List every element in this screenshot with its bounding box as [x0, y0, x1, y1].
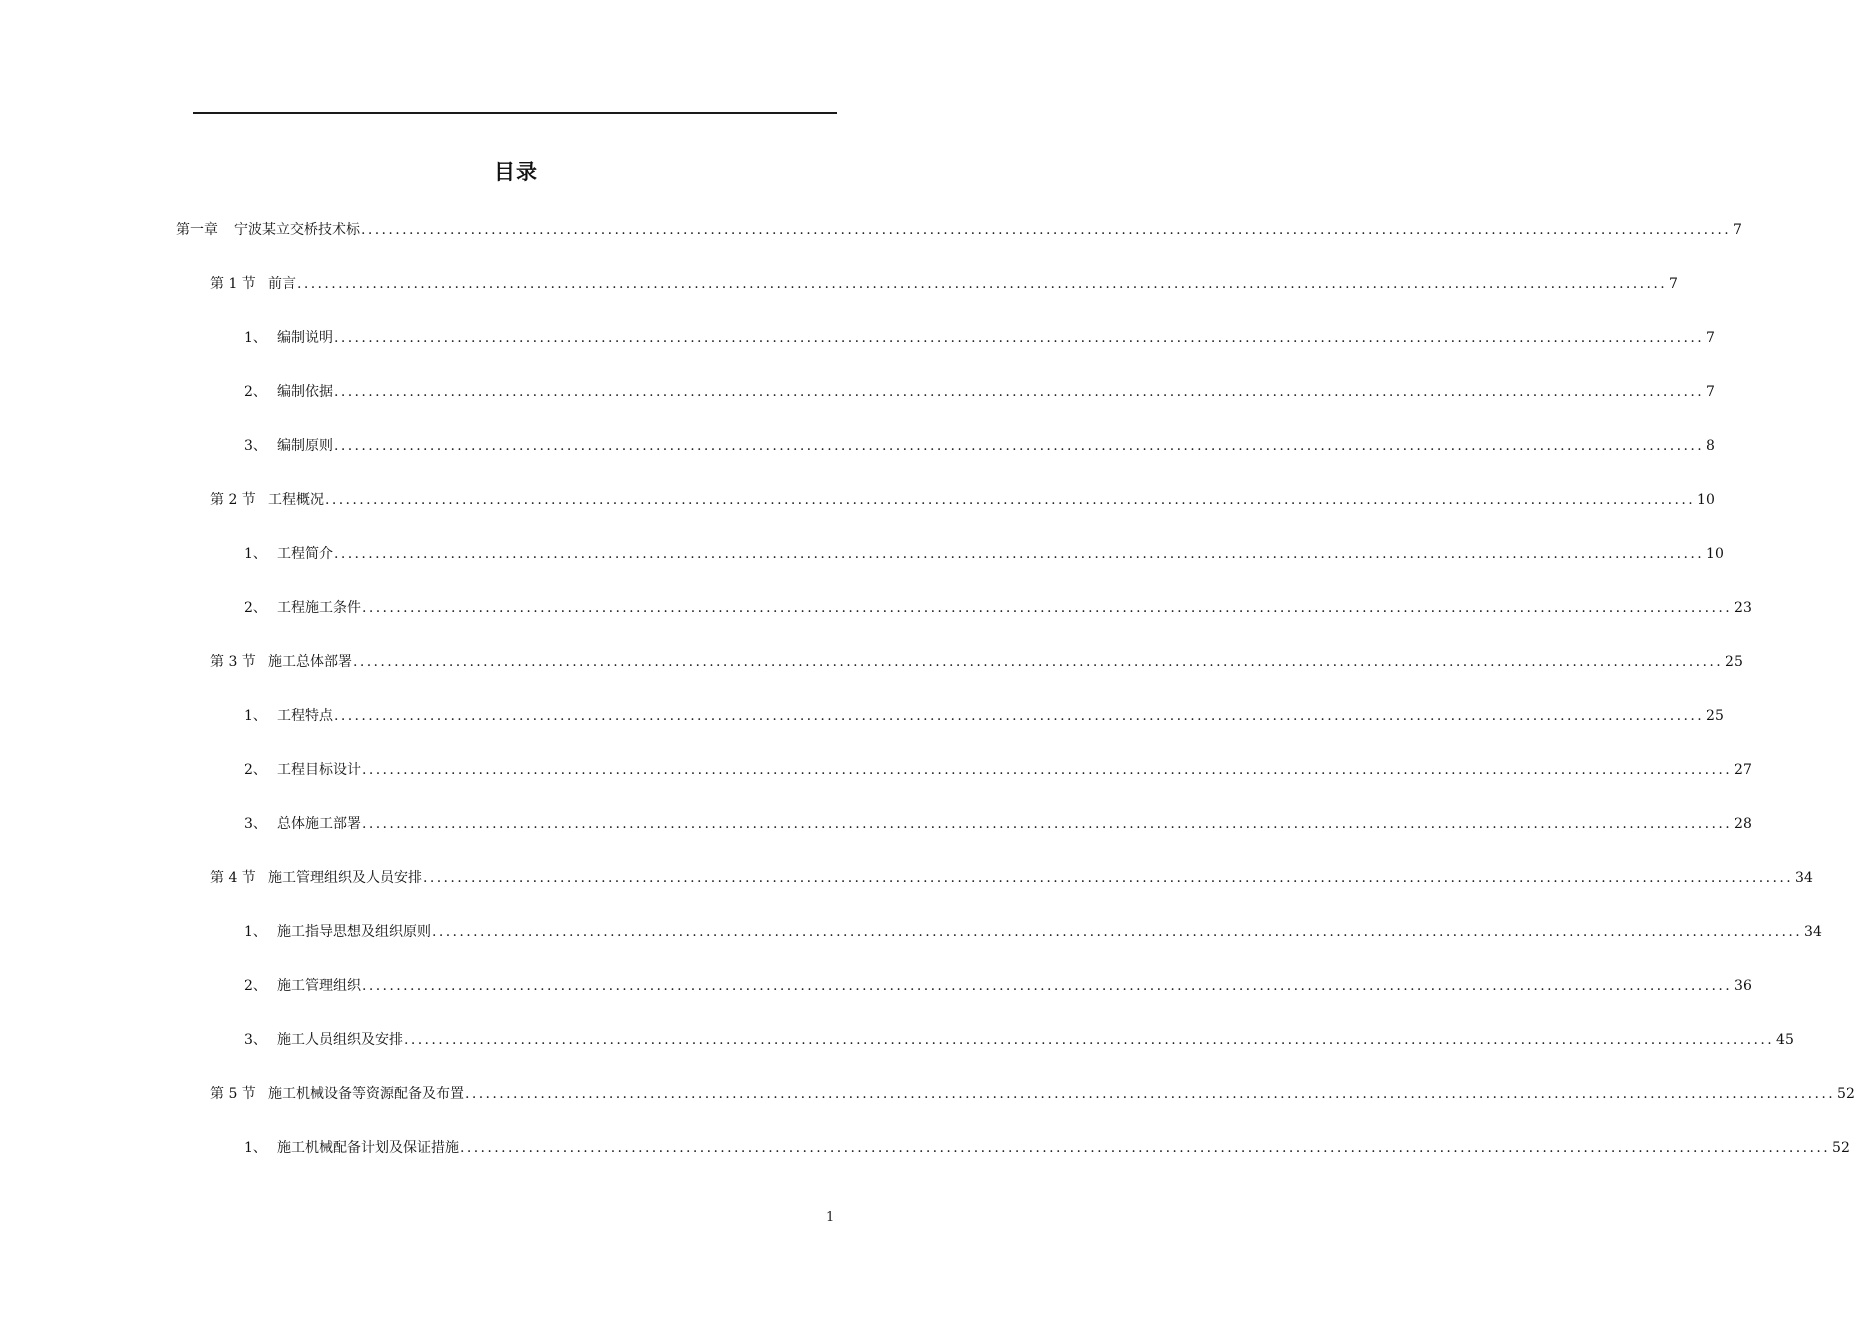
- dot-leader: ........................................................................................................................................................................................................: [353, 654, 1724, 670]
- toc-entry[interactable]: [244, 1030, 1794, 1050]
- toc-entry-number: 1、: [244, 1140, 267, 1156]
- toc-entry-page: 34: [1804, 924, 1822, 940]
- toc-entry-label: 施工人员组织及安排: [277, 1032, 403, 1048]
- toc-entry-label: 宁波某立交桥技术标: [234, 222, 360, 238]
- toc-entry-page: 7: [1733, 222, 1742, 238]
- toc-entry-label: 工程概况: [268, 492, 324, 508]
- toc-entry-label: 工程施工条件: [277, 600, 361, 616]
- toc-entry-number: 第 5 节: [210, 1086, 256, 1102]
- toc-entry[interactable]: [244, 328, 1715, 348]
- toc-entry-number: 3、: [244, 438, 267, 454]
- dot-leader: ........................................................................................................................................................................................................: [362, 816, 1733, 832]
- toc-entry-label: 施工总体部署: [268, 654, 352, 670]
- toc-entry-page: 25: [1706, 708, 1724, 724]
- toc-entry-page: 28: [1734, 816, 1752, 832]
- toc-entry-page: 27: [1734, 762, 1752, 778]
- toc-entry-page: 7: [1669, 276, 1678, 292]
- toc-entry-number: 第 3 节: [210, 654, 256, 670]
- toc-entry[interactable]: [244, 598, 1752, 618]
- dot-leader: ........................................................................................................................................................................................................: [404, 1032, 1775, 1048]
- toc-entry[interactable]: [210, 652, 1743, 672]
- toc-entry[interactable]: [244, 544, 1724, 564]
- toc-entry-page: 52: [1832, 1140, 1850, 1156]
- toc-entry[interactable]: [244, 706, 1724, 726]
- toc-entry-number: 3、: [244, 816, 267, 832]
- toc-entry[interactable]: [210, 490, 1715, 510]
- toc-entry-label: 编制原则: [277, 438, 333, 454]
- dot-leader: ........................................................................................................................................................................................................: [362, 600, 1733, 616]
- dot-leader: ........................................................................................................................................................................................................: [334, 546, 1705, 562]
- dot-leader: ........................................................................................................................................................................................................: [297, 276, 1668, 292]
- toc-entry[interactable]: [244, 760, 1752, 780]
- dot-leader: ........................................................................................................................................................................................................: [334, 330, 1705, 346]
- toc-title: 目录: [494, 160, 538, 184]
- toc-entry[interactable]: [244, 436, 1715, 456]
- dot-leader: ........................................................................................................................................................................................................: [423, 870, 1794, 886]
- toc-entry-page: 7: [1706, 330, 1715, 346]
- toc-entry-page: 10: [1706, 546, 1724, 562]
- toc-entry-label: 编制说明: [277, 330, 333, 346]
- dot-leader: ........................................................................................................................................................................................................: [465, 1086, 1836, 1102]
- toc-entry-number: 1、: [244, 924, 267, 940]
- toc-entry-page: 23: [1734, 600, 1752, 616]
- toc-entry-number: 2、: [244, 978, 267, 994]
- toc-entry-number: 1、: [244, 330, 267, 346]
- dot-leader: ........................................................................................................................................................................................................: [432, 924, 1803, 940]
- toc-entry-number: 第 2 节: [210, 492, 256, 508]
- toc-entry-label: 施工管理组织: [277, 978, 361, 994]
- toc-entry-number: 2、: [244, 384, 267, 400]
- toc-entry-number: 2、: [244, 600, 267, 616]
- toc-entry-label: 工程目标设计: [277, 762, 361, 778]
- toc-entry[interactable]: [244, 922, 1822, 942]
- toc-entry-label: 工程特点: [277, 708, 333, 724]
- toc-entry-number: 1、: [244, 546, 267, 562]
- toc-entry-page: 8: [1706, 438, 1715, 454]
- toc-entry[interactable]: [176, 220, 1742, 240]
- dot-leader: ........................................................................................................................................................................................................: [334, 384, 1705, 400]
- toc-entry-label: 施工机械设备等资源配备及布置: [268, 1086, 464, 1102]
- toc-entry-label: 编制依据: [277, 384, 333, 400]
- toc-entry-number: 1、: [244, 708, 267, 724]
- toc-entry-page: 10: [1697, 492, 1715, 508]
- dot-leader: ........................................................................................................................................................................................................: [362, 978, 1733, 994]
- toc-entry-label: 施工指导思想及组织原则: [277, 924, 431, 940]
- toc-entry[interactable]: [244, 382, 1715, 402]
- dot-leader: ........................................................................................................................................................................................................: [362, 762, 1733, 778]
- toc-entry-number: 第 4 节: [210, 870, 256, 886]
- toc-entry-page: 36: [1734, 978, 1752, 994]
- toc-entry-label: 工程简介: [277, 546, 333, 562]
- toc-entry-page: 52: [1837, 1086, 1855, 1102]
- dot-leader: ........................................................................................................................................................................................................: [334, 708, 1705, 724]
- toc-entry-number: 2、: [244, 762, 267, 778]
- toc-entry-label: 施工管理组织及人员安排: [268, 870, 422, 886]
- toc-entry-page: 45: [1776, 1032, 1794, 1048]
- toc-entry[interactable]: [210, 274, 1678, 294]
- toc-entry-page: 34: [1795, 870, 1813, 886]
- toc-entry[interactable]: [210, 868, 1813, 888]
- toc-entry-number: 3、: [244, 1032, 267, 1048]
- toc-entry-label: 前言: [268, 276, 296, 292]
- toc-entry-page: 7: [1706, 384, 1715, 400]
- toc-entry-page: 25: [1725, 654, 1743, 670]
- toc-entry[interactable]: [210, 1084, 1855, 1104]
- page-number: 1: [826, 1210, 835, 1225]
- toc-entry-number: 第一章: [176, 222, 218, 238]
- toc-entry-label: 施工机械配备计划及保证措施: [277, 1140, 459, 1156]
- header-rule: [193, 112, 837, 114]
- dot-leader: ........................................................................................................................................................................................................: [325, 492, 1696, 508]
- toc-entry[interactable]: [244, 976, 1752, 996]
- dot-leader: ........................................................................................................................................................................................................: [460, 1140, 1831, 1156]
- dot-leader: ........................................................................................................................................................................................................: [361, 222, 1732, 238]
- dot-leader: ........................................................................................................................................................................................................: [334, 438, 1705, 454]
- toc-entry[interactable]: [244, 814, 1752, 834]
- toc-entry-number: 第 1 节: [210, 276, 256, 292]
- toc-entry-label: 总体施工部署: [277, 816, 361, 832]
- toc-entry[interactable]: [244, 1138, 1850, 1158]
